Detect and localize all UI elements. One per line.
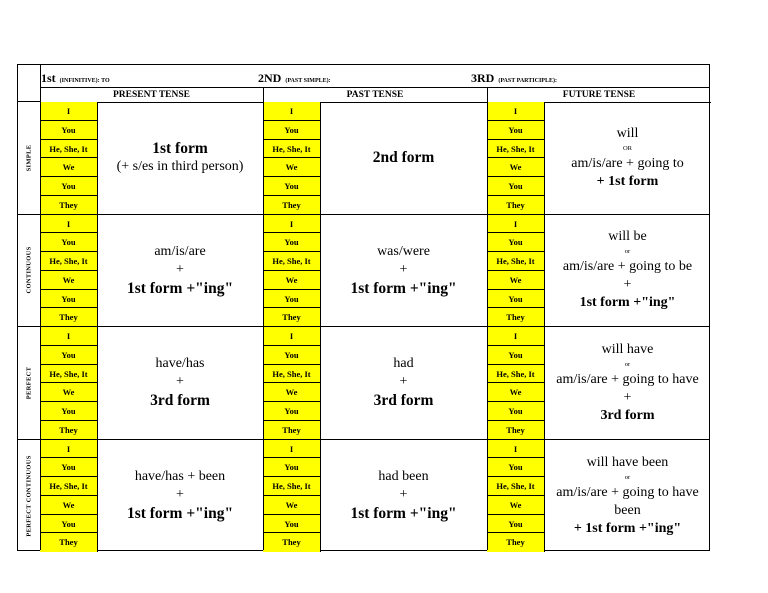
first-form-note: (INFINITIVE): TO [59,78,110,84]
pronoun-column [263,440,321,553]
section-simple [18,102,709,215]
third-form-note: (PAST PARTICIPLE): [498,78,557,84]
pronoun-cell: You [263,346,320,365]
section-label [18,440,40,553]
pronoun-cell: You [40,458,97,477]
pronoun-column [40,440,98,553]
formula-line: + 1st form +"ing" [573,520,682,536]
pronoun-cell: He, She, It [263,477,320,496]
pronoun-cell: I [40,440,97,459]
pronoun-cell: You [40,121,97,140]
pronoun-column [40,327,98,439]
pronoun-cell: We [487,383,544,402]
present-formula-cell [97,102,263,214]
formula-line: 3rd form [373,392,434,410]
pronoun-cell: He, She, It [487,365,544,384]
past-tense-header: PAST TENSE [263,87,487,103]
formula-line: am/is/are + going to have [556,371,699,387]
pronoun-cell: I [40,327,97,346]
divider [487,87,488,550]
pronoun-cell: They [59,424,78,435]
pronoun-cell: You [40,177,97,196]
present-formula-cell [97,440,263,553]
pronoun-cell: You [487,177,544,196]
formula-line: + [623,277,632,293]
formula-line: + [399,487,408,503]
pronoun-cell: We [263,496,320,515]
formula-line: been [614,502,641,518]
formula-line: OR [622,144,633,152]
pronoun-cell: I [263,440,320,459]
pronoun-cell: They [506,424,525,435]
pronoun-cell: I [263,327,320,346]
formula-line: + [623,389,632,405]
pronoun-cell: He, She, It [263,140,320,159]
section-label [18,102,40,214]
past-formula-cell [320,327,487,439]
pronoun-cell: We [40,271,97,290]
pronoun-cell: They [282,537,301,548]
pronoun-cell: You [40,290,97,309]
formula-line: 1st form [152,140,208,158]
pronoun-cell: He, She, It [487,140,544,159]
tense-table [17,64,710,551]
formula-line: have/has + been [134,469,226,485]
formula-line: was/were [377,243,430,259]
pronoun-column [263,327,321,439]
section-perfect [18,327,709,440]
pronoun-cell: You [40,402,97,421]
future-formula-cell [544,102,711,214]
formula-line: 3rd form [600,407,655,423]
pronoun-column [487,440,545,553]
formula-line: am/is/are + going to be [562,259,693,275]
formula-line: 1st form +"ing" [350,279,457,297]
section-label-text: PERFECT CONTINUOUS [25,455,33,537]
formula-line: am/is/are + going to have [556,484,699,500]
pronoun-cell: They [59,537,78,548]
divider [40,65,41,550]
formula-line: will have been [586,454,669,470]
formula-line: 1st form +"ing" [126,505,234,523]
formula-line: or [624,360,631,368]
present-tense-header: PRESENT TENSE [40,87,263,103]
section-perfect-continuous [18,440,709,553]
pronoun-cell: He, She, It [487,477,544,496]
formula-line: am/is/are [154,243,206,259]
formula-line: (+ s/es in third person) [116,159,244,175]
future-formula-cell [544,327,711,439]
formula-line: + [176,374,184,390]
pronoun-cell: You [487,121,544,140]
pronoun-cell: You [263,515,320,534]
formula-line: will [616,125,639,141]
section-label [18,215,40,327]
pronoun-column [263,102,321,214]
pronoun-cell: You [263,290,320,309]
past-formula-cell [320,102,487,214]
formula-line: 3rd form [150,392,210,410]
divider [263,87,264,550]
pronoun-cell: They [59,312,78,323]
third-form-header [471,69,557,87]
pronoun-cell: You [487,458,544,477]
pronoun-cell: They [506,199,525,210]
pronoun-cell: You [40,515,97,534]
pronoun-cell: We [487,271,544,290]
formula-line: + [399,374,408,390]
pronoun-cell: You [487,402,544,421]
section-label-text: PERFECT [25,366,33,399]
second-form-header [258,69,331,87]
pronoun-cell: I [487,440,544,459]
pronoun-cell: We [263,383,320,402]
future-formula-cell [544,440,711,553]
pronoun-cell: I [263,102,320,121]
formula-line: 1st form +"ing" [126,279,234,297]
past-formula-cell [320,215,487,327]
pronoun-cell: You [263,121,320,140]
formula-line: 1st form +"ing" [350,505,457,523]
formula-line: or [624,473,631,481]
future-tense-header: FUTURE TENSE [487,87,711,103]
pronoun-cell: They [59,199,78,210]
section-continuous [18,215,709,328]
pronoun-cell: You [487,346,544,365]
pronoun-cell: He, She, It [263,365,320,384]
pronoun-column [487,102,545,214]
pronoun-cell: They [282,424,301,435]
pronoun-cell: You [487,515,544,534]
pronoun-cell: I [487,327,544,346]
pronoun-cell: We [40,496,97,515]
formula-line: or [624,248,631,256]
forms-header [40,65,709,88]
pronoun-cell: We [263,158,320,177]
formula-line: will be [608,229,647,245]
pronoun-cell: You [487,233,544,252]
pronoun-cell: I [487,102,544,121]
pronoun-cell: You [263,177,320,196]
formula-line: + [176,261,184,277]
section-label-text: CONTINUOUS [25,246,33,294]
formula-line: + [176,487,184,503]
second-form-note: (PAST SIMPLE): [285,78,331,84]
pronoun-cell: You [263,458,320,477]
pronoun-cell: We [40,158,97,177]
section-label [18,327,40,439]
pronoun-cell: We [40,383,97,402]
future-formula-cell [544,215,711,327]
pronoun-cell: I [40,215,97,234]
pronoun-cell: You [487,290,544,309]
pronoun-cell: He, She, It [40,252,97,271]
second-form-label: 2ND [258,71,282,85]
pronoun-cell: They [282,312,301,323]
first-form-header [41,69,110,87]
formula-line: + 1st form [596,173,659,189]
formula-line: will have [601,341,654,357]
pronoun-cell: We [487,158,544,177]
pronoun-cell: You [40,346,97,365]
pronoun-cell: You [40,233,97,252]
formula-line: had [393,356,414,372]
corner-cell [18,65,40,102]
pronoun-cell: I [40,102,97,121]
formula-line: 1st form +"ing" [579,295,676,311]
first-form-label: 1st [41,71,56,85]
pronoun-cell: He, She, It [40,140,97,159]
pronoun-cell: I [263,215,320,234]
pronoun-cell: We [487,496,544,515]
pronoun-cell: He, She, It [487,252,544,271]
pronoun-column [263,215,321,327]
pronoun-cell: They [506,537,525,548]
pronoun-column [487,215,545,327]
pronoun-cell: They [282,199,301,210]
pronoun-column [40,215,98,327]
present-formula-cell [97,327,263,439]
third-form-label: 3RD [471,71,495,85]
pronoun-column [487,327,545,439]
pronoun-cell: He, She, It [263,252,320,271]
present-formula-cell [97,215,263,327]
pronoun-cell: I [487,215,544,234]
pronoun-cell: They [506,312,525,323]
pronoun-cell: He, She, It [40,477,97,496]
formula-line: am/is/are + going to [571,155,684,171]
pronoun-cell: We [263,271,320,290]
formula-line: had been [378,469,429,485]
formula-line: 2nd form [372,149,435,167]
past-formula-cell [320,440,487,553]
pronoun-cell: You [263,233,320,252]
pronoun-cell: He, She, It [40,365,97,384]
formula-line: have/has [155,356,205,372]
pronoun-cell: You [263,402,320,421]
pronoun-column [40,102,98,214]
formula-line: + [399,261,408,277]
section-label-text: SIMPLE [25,144,33,172]
